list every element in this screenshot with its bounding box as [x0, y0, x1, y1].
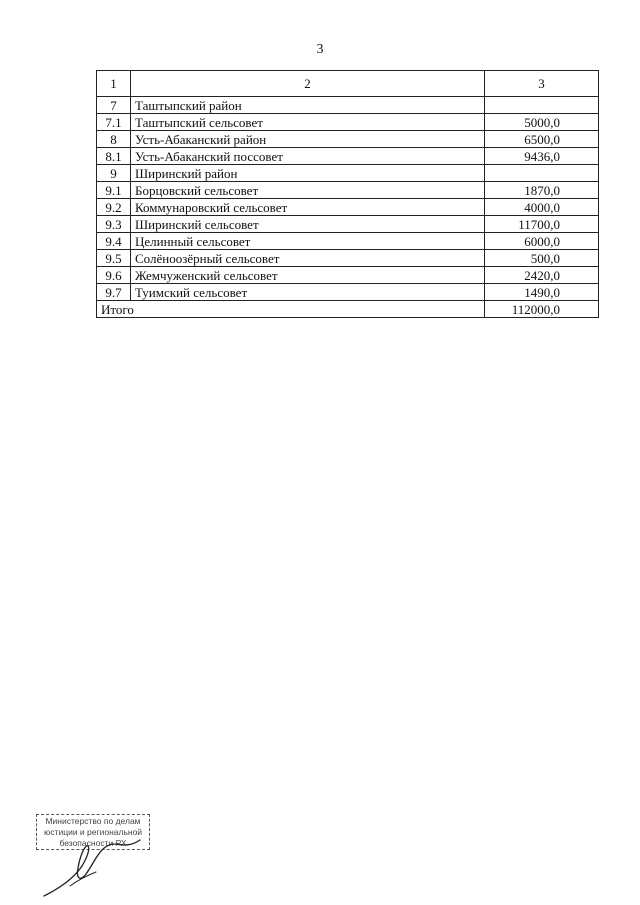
row-number-cell: 8.1 — [97, 148, 131, 165]
row-name-cell: Борцовский сельсовет — [131, 182, 485, 199]
table-row — [97, 114, 599, 131]
row-value-cell: 1870,0 — [485, 182, 599, 199]
table-row — [97, 97, 599, 114]
row-value-cell: 11700,0 — [485, 216, 599, 233]
table-row — [97, 267, 599, 284]
table-row — [97, 148, 599, 165]
row-value-cell — [485, 97, 599, 114]
table-header-row — [97, 71, 599, 97]
row-value-cell: 6500,0 — [485, 131, 599, 148]
row-name-cell: Усть-Абаканский поссовет — [131, 148, 485, 165]
table-row — [97, 216, 599, 233]
total-label: Итого — [97, 301, 485, 318]
row-number-cell: 9.7 — [97, 284, 131, 301]
table-row — [97, 131, 599, 148]
stamp-line: Министерство по делам — [45, 816, 141, 826]
row-name-cell: Солёноозёрный сельсовет — [131, 250, 485, 267]
table-row — [97, 165, 599, 182]
row-name-cell: Ширинский район — [131, 165, 485, 182]
total-row — [97, 301, 599, 318]
header-cell: 2 — [131, 71, 485, 97]
row-value-cell: 4000,0 — [485, 199, 599, 216]
row-name-cell: Жемчуженский сельсовет — [131, 267, 485, 284]
row-name-cell: Туимский сельсовет — [131, 284, 485, 301]
allocation-table — [96, 70, 599, 318]
row-number-cell: 9.2 — [97, 199, 131, 216]
total-value: 112000,0 — [485, 301, 599, 318]
table-row — [97, 182, 599, 199]
row-number-cell: 9 — [97, 165, 131, 182]
signature-icon — [30, 822, 150, 900]
row-name-cell: Ширинский сельсовет — [131, 216, 485, 233]
row-value-cell: 2420,0 — [485, 267, 599, 284]
table-row — [97, 233, 599, 250]
page-number: 3 — [316, 42, 324, 57]
row-number-cell: 9.3 — [97, 216, 131, 233]
header-cell: 1 — [97, 71, 131, 97]
row-number-cell: 9.5 — [97, 250, 131, 267]
header-cell: 3 — [485, 71, 599, 97]
row-name-cell: Таштыпский район — [131, 97, 485, 114]
table-row — [97, 199, 599, 216]
row-number-cell: 9.6 — [97, 267, 131, 284]
row-name-cell: Коммунаровский сельсовет — [131, 199, 485, 216]
row-value-cell: 1490,0 — [485, 284, 599, 301]
row-value-cell: 5000,0 — [485, 114, 599, 131]
row-number-cell: 9.4 — [97, 233, 131, 250]
row-number-cell: 7.1 — [97, 114, 131, 131]
stamp-line: безопасности РХ — [59, 838, 127, 848]
table-row — [97, 250, 599, 267]
row-name-cell: Целинный сельсовет — [131, 233, 485, 250]
row-value-cell: 9436,0 — [485, 148, 599, 165]
row-value-cell — [485, 165, 599, 182]
row-name-cell: Усть-Абаканский район — [131, 131, 485, 148]
row-number-cell: 8 — [97, 131, 131, 148]
row-number-cell: 7 — [97, 97, 131, 114]
stamp-line: юстиции и региональной — [43, 827, 143, 837]
row-name-cell: Таштыпский сельсовет — [131, 114, 485, 131]
table-row — [97, 284, 599, 301]
row-number-cell: 9.1 — [97, 182, 131, 199]
row-value-cell: 500,0 — [485, 250, 599, 267]
row-value-cell: 6000,0 — [485, 233, 599, 250]
